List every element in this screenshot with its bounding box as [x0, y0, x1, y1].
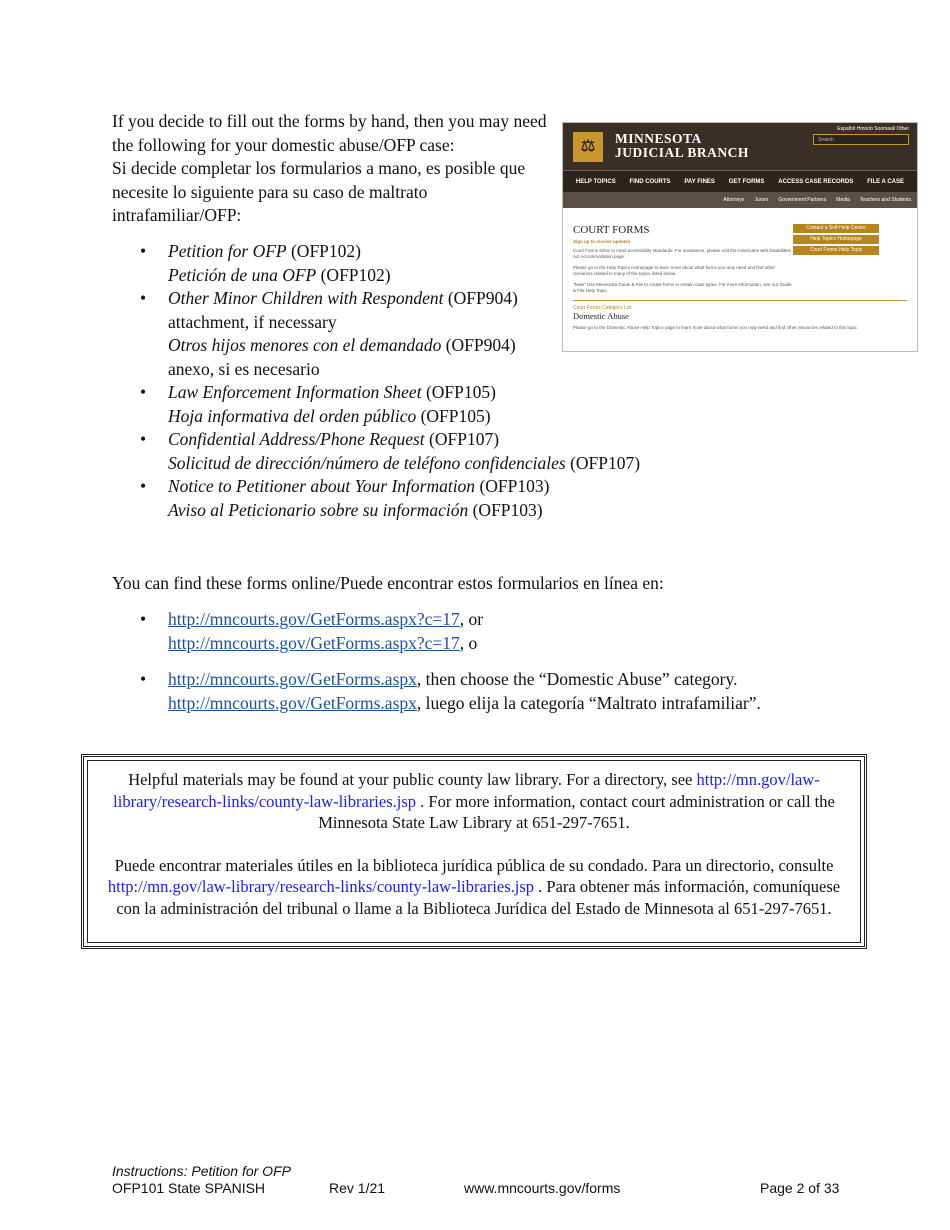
link-tail: , o [459, 632, 478, 653]
subnav-item: Government Partners [778, 197, 827, 203]
nav-item: GET FORMS [728, 178, 765, 185]
form-code: (OFP103) [468, 499, 543, 520]
nav-item: FILE A CASE [867, 178, 904, 185]
footer-row [112, 1180, 852, 1197]
footer-revision: Rev 1/21 [329, 1180, 386, 1196]
info-text: Helpful materials may be found at your public county law library. For a directory, see [128, 770, 697, 789]
subnav-item: Teachers and Students [859, 197, 911, 203]
forms-link[interactable]: http://mncourts.gov/GetForms.aspx?c=17 [168, 632, 460, 653]
bullet-icon: • [140, 476, 147, 496]
language-links: Español Hmoob Soomaali Other [837, 126, 909, 132]
form-title-en: Other Minor Children with Respondent [168, 288, 444, 308]
form-code: (OFP904) [441, 335, 516, 355]
bullet-icon: • [140, 241, 147, 261]
brand-line-2: JUDICIAL BRANCH [615, 145, 749, 160]
list-item [112, 428, 712, 475]
list-item [112, 475, 712, 522]
form-code: (OFP107) [565, 452, 641, 473]
subnav-item: Media [836, 197, 850, 203]
forms-link[interactable]: http://mncourts.gov/GetForms.aspx [168, 692, 417, 713]
brand-line-1: MINNESOTA [615, 131, 702, 146]
form-code: (OFP102) [286, 241, 361, 261]
form-note-es: anexo, si es necesario [168, 358, 320, 379]
site-text-3: "Note" Use Minnesota Guide & File to create forms in certain case types. For more information, see our Guide & File Help Topic. [573, 282, 792, 293]
intro-paragraph [112, 110, 552, 228]
form-title-en: Petition for OFP [168, 241, 287, 261]
footer-form-id: OFP101 State SPANISH [112, 1180, 266, 1196]
footer-page-number: Page 2 of 33 [760, 1180, 840, 1196]
info-text: . For more information, contact court administration or call the Minnesota State Law Library at 651-297-7651. [318, 791, 835, 832]
info-box-content [87, 760, 861, 943]
nav-item: FIND COURTS [629, 178, 671, 185]
bullet-icon: • [140, 669, 147, 689]
list-item [112, 381, 712, 428]
nav-item: PAY FINES [684, 178, 715, 185]
info-text: Puede encontrar materiales útiles en la biblioteca jurídica pública de su condado. Para un directorio, consulte [114, 855, 834, 875]
forms-link[interactable]: http://mncourts.gov/GetForms.aspx?c=17 [168, 609, 460, 629]
site-text-1: Court Forms strive to meet accessibility standards. For assistance, please visit the Americans with Disabilities Act Accommodation page. [573, 248, 791, 259]
list-item [112, 668, 872, 715]
form-title-en: Notice to Petitioner about Your Information [168, 476, 476, 496]
page-footer [112, 1163, 852, 1197]
site-category-label: Court Forms Category List [573, 305, 632, 311]
form-title-en: Law Enforcement Information Sheet [168, 382, 422, 402]
site-brand [615, 132, 749, 160]
form-title-es: Otros hijos menores con el demandado [168, 335, 442, 355]
list-item [112, 240, 712, 287]
form-title-es: Petición de una OFP [168, 264, 317, 285]
site-text-2: Please go to the Help Topics Homepage to learn more about what forms you may need and find other resources related to many of the topics listed below. [573, 265, 776, 276]
form-code: (OFP105) [421, 382, 496, 402]
link-tail: , then choose the “Domestic Abuse” category. [416, 669, 738, 689]
bullet-icon: • [140, 382, 147, 402]
online-heading: You can find these forms online/Puede encontrar estos formularios en línea en: [112, 573, 664, 593]
signup-text: Sign up to receive updates [573, 239, 631, 244]
site-side-buttons [793, 224, 879, 257]
link-tail: , luego elija la categoría “Maltrato intrafamiliar”. [416, 692, 761, 713]
link-tail: , or [459, 609, 484, 629]
law-library-link[interactable]: http://mn.gov/law-library/research-links/county-law-libraries.jsp [107, 877, 535, 896]
form-note-en: attachment, if necessary [168, 311, 337, 332]
bullet-icon: • [140, 288, 147, 308]
site-category: Domestic Abuse [573, 311, 629, 321]
court-logo-icon: ⚖ [573, 132, 603, 162]
site-text-4: Please go to the Domestic Abuse Help Topics page to learn more about what forms you may need and find other resources related to this topic. [573, 325, 859, 330]
nav-item: HELP TOPICS [575, 178, 616, 185]
law-library-link[interactable]: http://mn.gov/law-library/research-links/county-law-libraries.jsp [113, 770, 820, 811]
info-spanish [104, 855, 844, 920]
subnav-item: Attorneys [723, 197, 745, 203]
subnav-item: Jurors [754, 197, 769, 203]
form-title-en: Confidential Address/Phone Request [168, 429, 425, 449]
forms-link[interactable]: http://mncourts.gov/GetForms.aspx [168, 669, 417, 689]
footer-title: Instructions: Petition for OFP [112, 1163, 291, 1179]
form-code: (OFP904) [443, 288, 518, 308]
form-code: (OFP102) [316, 264, 391, 285]
list-item [112, 608, 872, 655]
list-item [112, 287, 712, 381]
footer-website: www.mncourts.gov/forms [464, 1180, 621, 1196]
forms-list [112, 240, 712, 522]
form-title-es: Aviso al Peticionario sobre su información [168, 499, 469, 520]
site-button: Contact a Self-Help Center [793, 224, 879, 233]
form-title-es: Hoja informativa del orden público [168, 405, 417, 426]
form-title-es: Solicitud de dirección/número de teléfono confidenciales [168, 452, 566, 473]
site-search-input: Search [813, 134, 909, 145]
site-main-nav [563, 170, 917, 192]
site-button: Help Topics Homepage [793, 235, 879, 244]
info-text: . Para obtener más información, comuníquese con la administración del tribunal o llame a la Biblioteca Jurídica del Estado de Minnesota al 651-297-7651. [116, 877, 841, 918]
site-page-heading: COURT FORMS [573, 224, 650, 236]
site-header [563, 123, 917, 170]
form-code: (OFP103) [475, 476, 550, 496]
form-code: (OFP107) [424, 429, 500, 449]
intro-english: If you decide to fill out the forms by hand, then you may need the following for your domestic abuse/OFP case: [112, 111, 547, 155]
info-english [104, 769, 844, 834]
bullet-icon: • [140, 609, 147, 629]
form-code: (OFP105) [416, 405, 491, 426]
law-library-info-box [81, 754, 867, 949]
bullet-icon: • [140, 429, 147, 449]
intro-spanish: Si decide completar los formularios a mano, es posible que necesite lo siguiente para su caso de maltrato intrafamiliar/OFP: [112, 158, 526, 225]
site-sub-nav [563, 192, 917, 208]
nav-item: ACCESS CASE RECORDS [778, 178, 854, 185]
links-list [112, 608, 872, 728]
site-button: Court Forms Help Topic [793, 246, 879, 255]
